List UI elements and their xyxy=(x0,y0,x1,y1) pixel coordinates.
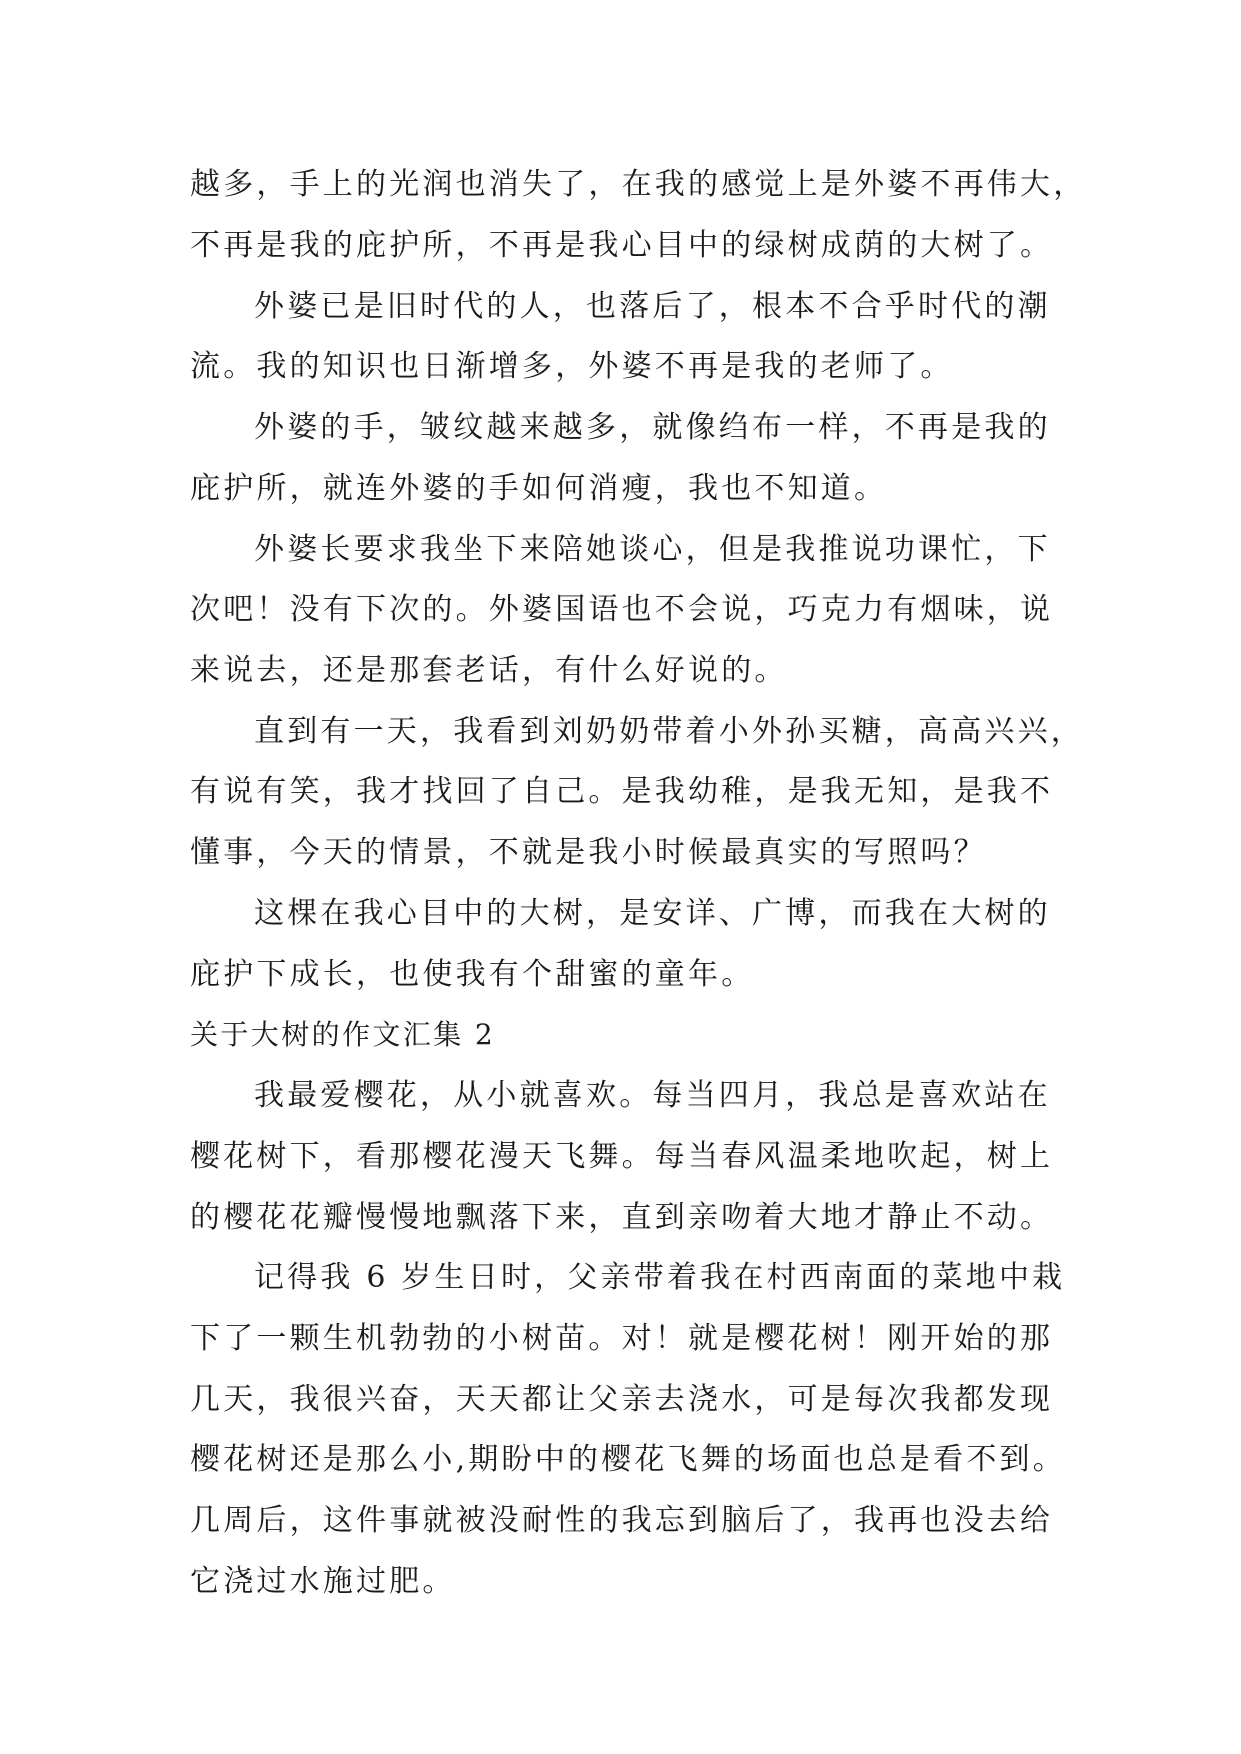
text-line: 不再是我的庇护所，不再是我心目中的绿树成荫的大树了。 xyxy=(190,228,1054,263)
text-line: 来说去，还是那套老话，有什么好说的。 xyxy=(190,653,788,688)
text-line: 樱花树还是那么小,期盼中的樱花飞舞的场面也总是看不到。 xyxy=(190,1442,1066,1477)
text-line: 它浇过水施过肥。 xyxy=(190,1564,456,1599)
paragraph-first-line: 记得我 6 岁生日时，父亲带着我在村西南面的菜地中栽 xyxy=(254,1260,1066,1295)
text-line: 的樱花花瓣慢慢地飘落下来，直到亲吻着大地才静止不动。 xyxy=(190,1200,1054,1235)
paragraph-first-line: 这棵在我心目中的大树，是安详、广博，而我在大树的 xyxy=(254,896,1051,931)
text-line: 懂事，今天的情景，不就是我小时候最真实的写照吗？ xyxy=(190,835,987,870)
paragraph-first-line: 外婆长要求我坐下来陪她谈心，但是我推说功课忙，下 xyxy=(254,532,1051,567)
paragraph-first-line: 外婆已是旧时代的人，也落后了，根本不合乎时代的潮 xyxy=(254,289,1051,324)
text-line: 下了一颗生机勃勃的小树苗。对！就是樱花树！刚开始的那 xyxy=(190,1321,1054,1356)
paragraph-first-line: 我最爱樱花，从小就喜欢。每当四月，我总是喜欢站在 xyxy=(254,1078,1051,1113)
text-line: 几周后，这件事就被没耐性的我忘到脑后了，我再也没去给 xyxy=(190,1503,1054,1538)
text-line: 有说有笑，我才找回了自己。是我幼稚，是我无知，是我不 xyxy=(190,774,1054,809)
section-heading: 关于大树的作文汇集 2 xyxy=(190,1018,496,1051)
text-line: 庇护下成长，也使我有个甜蜜的童年。 xyxy=(190,957,755,992)
text-line: 越多，手上的光润也消失了，在我的感觉上是外婆不再伟大， xyxy=(190,167,1087,202)
paragraph-first-line: 外婆的手，皱纹越来越多，就像绉布一样，不再是我的 xyxy=(254,410,1051,445)
text-line: 次吧！没有下次的。外婆国语也不会说，巧克力有烟味，说 xyxy=(190,592,1054,627)
text-line: 庇护所，就连外婆的手如何消瘦，我也不知道。 xyxy=(190,471,888,506)
text-line: 流。我的知识也日渐增多，外婆不再是我的老师了。 xyxy=(190,349,954,384)
paragraph-first-line: 直到有一天，我看到刘奶奶带着小外孙买糖，高高兴兴， xyxy=(254,714,1084,749)
text-line: 几天，我很兴奋，天天都让父亲去浇水，可是每次我都发现 xyxy=(190,1382,1054,1417)
text-line: 樱花树下，看那樱花漫天飞舞。每当春风温柔地吹起，树上 xyxy=(190,1139,1054,1174)
